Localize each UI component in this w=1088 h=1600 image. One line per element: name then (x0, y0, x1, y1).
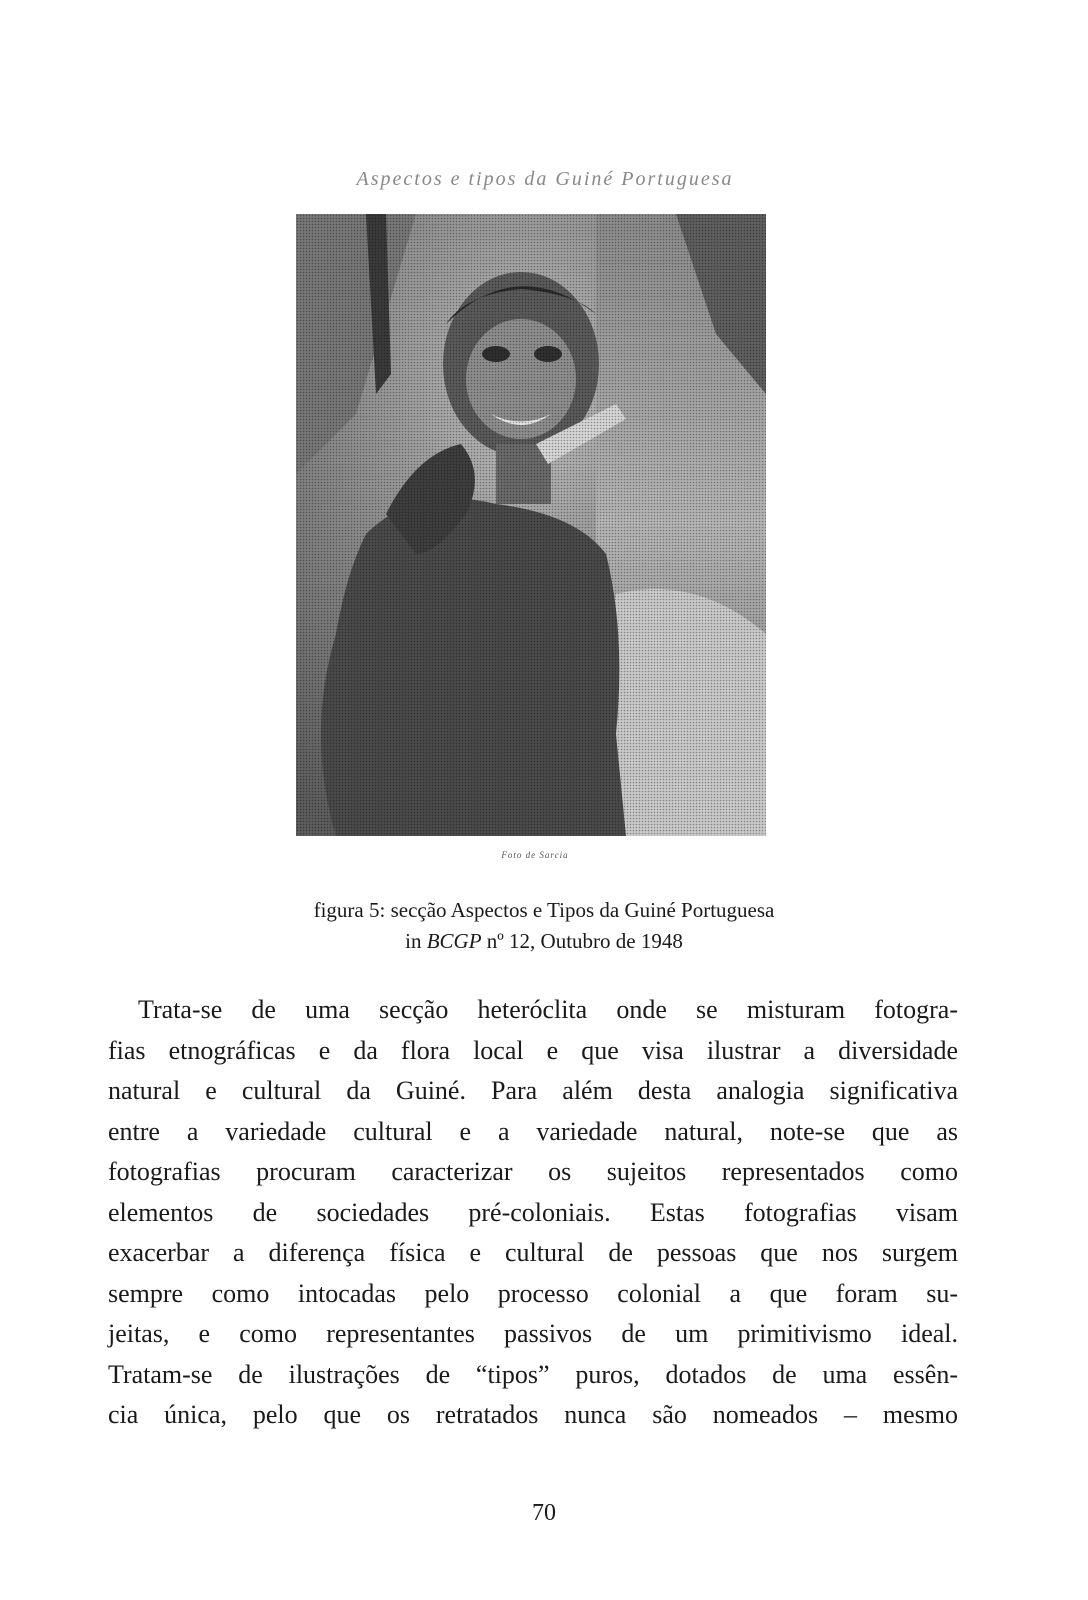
body-line: sempre como intocadas pelo processo colonial a que foram su- (108, 1278, 958, 1308)
body-line: elementos de sociedades pré-coloniais. Estas fotografias visam (108, 1197, 958, 1227)
body-paragraph (108, 990, 958, 1436)
body-line: fias etnográficas e da flora local e que visa ilustrar a diversidade (108, 1035, 958, 1065)
body-line: fotografias procuram caracterizar os sujeitos representados como (108, 1157, 958, 1186)
caption-suffix: nº 12, Outubro de 1948 (481, 929, 683, 953)
body-line: jeitas, e como representantes passivos de um primitivismo ideal. (108, 1319, 958, 1348)
caption-prefix: in (405, 929, 427, 953)
photo-header-title: Aspectos e tipos da Guiné Portuguesa (356, 168, 734, 190)
photo-credit: Foto de Sarcia (501, 850, 569, 860)
page-number: 70 (532, 1500, 556, 1526)
body-line: natural e cultural da Guiné. Para além desta analogia significativa (108, 1076, 958, 1105)
body-line: cia única, pelo que os retratados nunca são nomeados – mesmo (108, 1400, 958, 1429)
body-line: entre a variedade cultural e a variedade natural, note-se que as (108, 1116, 958, 1146)
body-line: Tratam-se de ilustrações de “tipos” puros, dotados de uma essên- (108, 1359, 958, 1389)
caption-line-2 (200, 926, 888, 957)
caption-line-1: figura 5: secção Aspectos e Tipos da Guiné Portuguesa (313, 898, 775, 922)
body-line: Trata-se de uma secção heteróclita onde se misturam fotogra- (138, 995, 958, 1024)
body-line: exacerbar a diferença física e cultural de pessoas que nos surgem (108, 1238, 958, 1267)
journal-abbreviation: BCGP (426, 929, 482, 953)
halftone-photograph (296, 214, 766, 836)
figure-caption (200, 895, 888, 957)
